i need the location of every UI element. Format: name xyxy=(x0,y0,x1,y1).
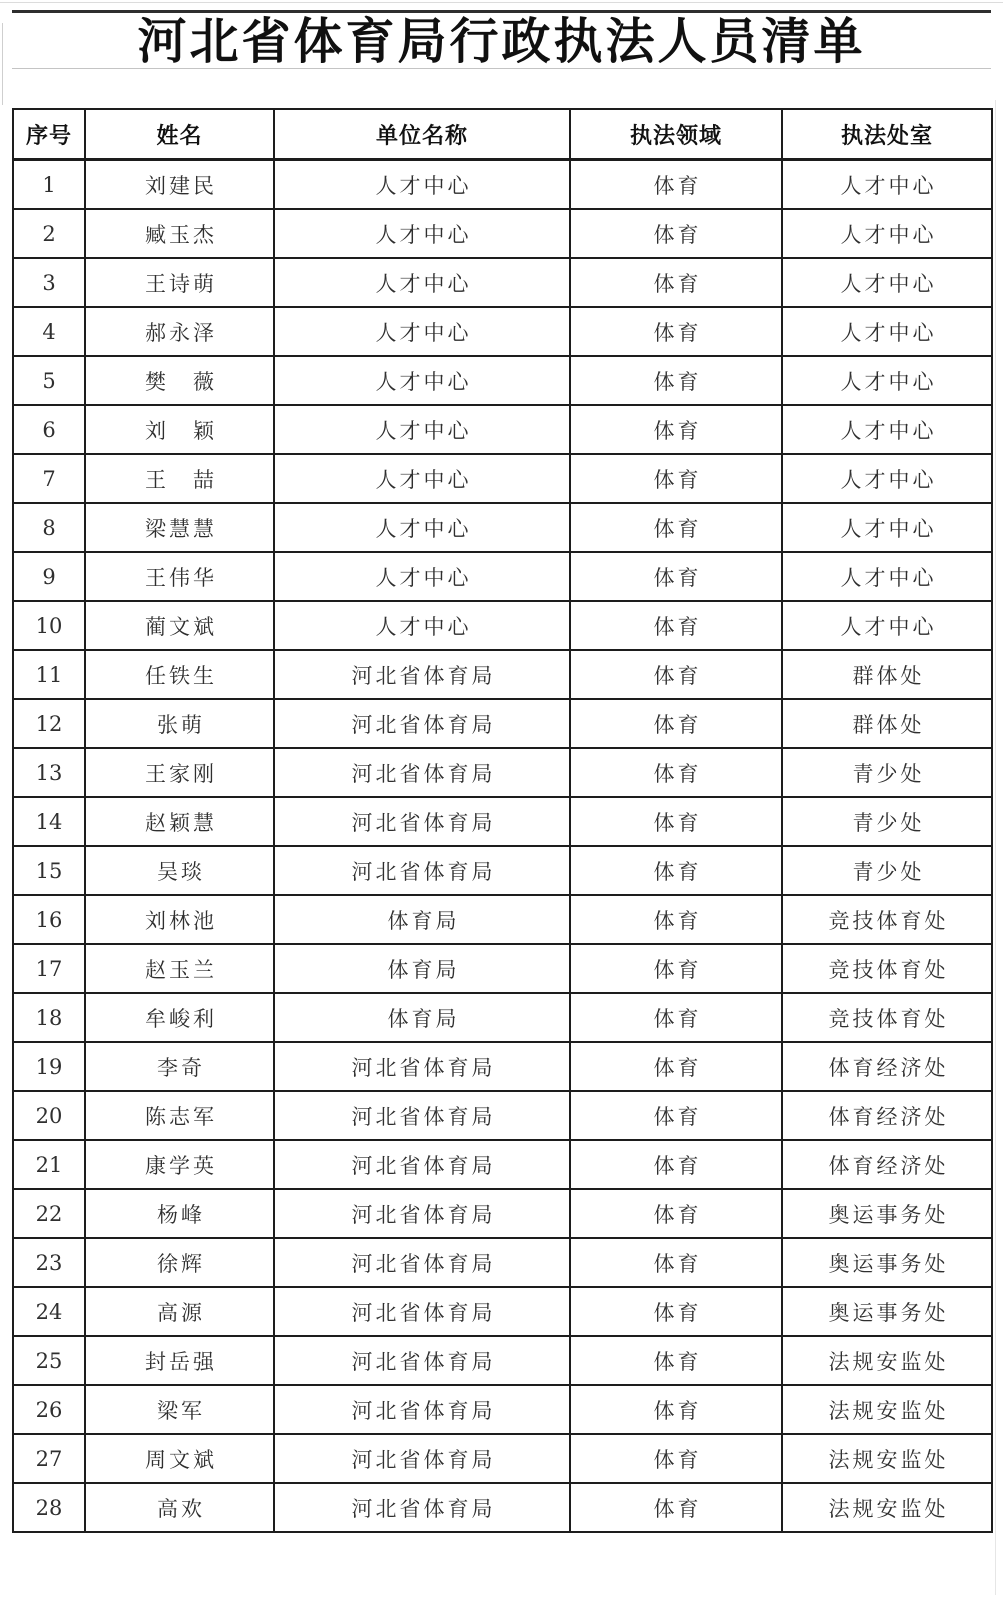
cell-index: 5 xyxy=(13,356,85,405)
table-row xyxy=(13,993,992,1042)
cell-name: 吴琰 xyxy=(85,846,274,895)
cell-unit: 体育局 xyxy=(274,895,570,944)
table-header xyxy=(13,109,992,160)
cell-index: 12 xyxy=(13,699,85,748)
cell-name: 梁军 xyxy=(85,1385,274,1434)
cell-office: 奥运事务处 xyxy=(782,1287,992,1336)
cell-field: 体育 xyxy=(570,993,782,1042)
cell-office: 法规安监处 xyxy=(782,1434,992,1483)
table-row xyxy=(13,209,992,258)
cell-unit: 河北省体育局 xyxy=(274,1483,570,1532)
cell-field: 体育 xyxy=(570,1189,782,1238)
cell-unit: 人才中心 xyxy=(274,552,570,601)
cell-field: 体育 xyxy=(570,209,782,258)
cell-index: 25 xyxy=(13,1336,85,1385)
table-row xyxy=(13,1091,992,1140)
cell-name: 刘建民 xyxy=(85,160,274,210)
cell-name: 徐辉 xyxy=(85,1238,274,1287)
cell-name: 梁慧慧 xyxy=(85,503,274,552)
table-row xyxy=(13,356,992,405)
cell-name: 周文斌 xyxy=(85,1434,274,1483)
cell-field: 体育 xyxy=(570,405,782,454)
cell-index: 4 xyxy=(13,307,85,356)
table-row xyxy=(13,1140,992,1189)
cell-index: 11 xyxy=(13,650,85,699)
gridline-top xyxy=(0,2,1003,3)
cell-field: 体育 xyxy=(570,846,782,895)
page-title: 河北省体育局行政执法人员清单 xyxy=(137,12,866,70)
table-row xyxy=(13,748,992,797)
cell-field: 体育 xyxy=(570,748,782,797)
cell-name: 臧玉杰 xyxy=(85,209,274,258)
cell-unit: 河北省体育局 xyxy=(274,1336,570,1385)
cell-unit: 人才中心 xyxy=(274,307,570,356)
table-row xyxy=(13,895,992,944)
table-row xyxy=(13,552,992,601)
cell-name: 赵颖慧 xyxy=(85,797,274,846)
cell-unit: 河北省体育局 xyxy=(274,1434,570,1483)
cell-unit: 人才中心 xyxy=(274,454,570,503)
table-row xyxy=(13,454,992,503)
cell-office: 人才中心 xyxy=(782,258,992,307)
cell-name: 张萌 xyxy=(85,699,274,748)
cell-office: 青少处 xyxy=(782,846,992,895)
table-row xyxy=(13,1483,992,1532)
cell-index: 8 xyxy=(13,503,85,552)
cell-index: 22 xyxy=(13,1189,85,1238)
cell-name: 任铁生 xyxy=(85,650,274,699)
cell-office: 青少处 xyxy=(782,748,992,797)
cell-office: 体育经济处 xyxy=(782,1140,992,1189)
cell-office: 人才中心 xyxy=(782,503,992,552)
cell-field: 体育 xyxy=(570,699,782,748)
personnel-table xyxy=(12,108,993,1533)
column-header-office: 执法处室 xyxy=(782,109,992,160)
cell-name: 樊 薇 xyxy=(85,356,274,405)
cell-name: 王 喆 xyxy=(85,454,274,503)
cell-office: 人才中心 xyxy=(782,160,992,210)
cell-unit: 人才中心 xyxy=(274,258,570,307)
table-row xyxy=(13,160,992,210)
cell-field: 体育 xyxy=(570,1091,782,1140)
cell-unit: 河北省体育局 xyxy=(274,1385,570,1434)
cell-field: 体育 xyxy=(570,1336,782,1385)
cell-index: 10 xyxy=(13,601,85,650)
table-row xyxy=(13,1434,992,1483)
cell-index: 3 xyxy=(13,258,85,307)
cell-index: 15 xyxy=(13,846,85,895)
cell-index: 28 xyxy=(13,1483,85,1532)
table-row xyxy=(13,601,992,650)
cell-office: 法规安监处 xyxy=(782,1385,992,1434)
cell-unit: 河北省体育局 xyxy=(274,797,570,846)
cell-office: 人才中心 xyxy=(782,454,992,503)
header-row xyxy=(13,109,992,160)
cell-field: 体育 xyxy=(570,503,782,552)
cell-name: 刘 颖 xyxy=(85,405,274,454)
table-row xyxy=(13,944,992,993)
table-row xyxy=(13,307,992,356)
cell-name: 蔺文斌 xyxy=(85,601,274,650)
cell-name: 赵玉兰 xyxy=(85,944,274,993)
column-header-index: 序号 xyxy=(13,109,85,160)
cell-field: 体育 xyxy=(570,356,782,405)
table-row xyxy=(13,650,992,699)
cell-office: 竞技体育处 xyxy=(782,895,992,944)
cell-index: 13 xyxy=(13,748,85,797)
cell-index: 27 xyxy=(13,1434,85,1483)
cell-unit: 河北省体育局 xyxy=(274,1238,570,1287)
cell-office: 人才中心 xyxy=(782,209,992,258)
table-row xyxy=(13,1336,992,1385)
table-row xyxy=(13,846,992,895)
table-row xyxy=(13,1287,992,1336)
cell-unit: 河北省体育局 xyxy=(274,1287,570,1336)
cell-name: 刘林池 xyxy=(85,895,274,944)
cell-unit: 人才中心 xyxy=(274,356,570,405)
cell-name: 高源 xyxy=(85,1287,274,1336)
table-row xyxy=(13,797,992,846)
cell-field: 体育 xyxy=(570,650,782,699)
cell-name: 王家刚 xyxy=(85,748,274,797)
cell-unit: 人才中心 xyxy=(274,405,570,454)
cell-unit: 河北省体育局 xyxy=(274,748,570,797)
cell-index: 20 xyxy=(13,1091,85,1140)
cell-office: 群体处 xyxy=(782,699,992,748)
cell-field: 体育 xyxy=(570,601,782,650)
cell-index: 17 xyxy=(13,944,85,993)
cell-name: 牟峻利 xyxy=(85,993,274,1042)
cell-name: 杨峰 xyxy=(85,1189,274,1238)
cell-office: 奥运事务处 xyxy=(782,1238,992,1287)
cell-office: 奥运事务处 xyxy=(782,1189,992,1238)
table-row xyxy=(13,503,992,552)
cell-field: 体育 xyxy=(570,1287,782,1336)
cell-field: 体育 xyxy=(570,895,782,944)
gridline-right xyxy=(995,100,996,1595)
cell-office: 青少处 xyxy=(782,797,992,846)
cell-office: 人才中心 xyxy=(782,601,992,650)
cell-office: 人才中心 xyxy=(782,356,992,405)
cell-index: 6 xyxy=(13,405,85,454)
cell-unit: 体育局 xyxy=(274,944,570,993)
column-header-unit: 单位名称 xyxy=(274,109,570,160)
table-row xyxy=(13,699,992,748)
cell-index: 16 xyxy=(13,895,85,944)
cell-index: 21 xyxy=(13,1140,85,1189)
cell-field: 体育 xyxy=(570,1238,782,1287)
cell-index: 14 xyxy=(13,797,85,846)
cell-field: 体育 xyxy=(570,1140,782,1189)
cell-office: 群体处 xyxy=(782,650,992,699)
cell-field: 体育 xyxy=(570,1483,782,1532)
cell-name: 王诗萌 xyxy=(85,258,274,307)
gridline-left xyxy=(2,23,3,105)
cell-office: 人才中心 xyxy=(782,552,992,601)
cell-unit: 河北省体育局 xyxy=(274,1042,570,1091)
cell-field: 体育 xyxy=(570,797,782,846)
cell-index: 7 xyxy=(13,454,85,503)
cell-field: 体育 xyxy=(570,1385,782,1434)
cell-office: 人才中心 xyxy=(782,307,992,356)
cell-index: 23 xyxy=(13,1238,85,1287)
cell-unit: 人才中心 xyxy=(274,503,570,552)
column-header-field: 执法领域 xyxy=(570,109,782,160)
cell-unit: 人才中心 xyxy=(274,160,570,210)
cell-office: 竞技体育处 xyxy=(782,944,992,993)
cell-index: 9 xyxy=(13,552,85,601)
title-block xyxy=(12,10,991,69)
cell-unit: 人才中心 xyxy=(274,209,570,258)
table-row xyxy=(13,1189,992,1238)
cell-field: 体育 xyxy=(570,307,782,356)
cell-name: 王伟华 xyxy=(85,552,274,601)
column-header-name: 姓名 xyxy=(85,109,274,160)
cell-office: 竞技体育处 xyxy=(782,993,992,1042)
cell-unit: 河北省体育局 xyxy=(274,699,570,748)
cell-index: 26 xyxy=(13,1385,85,1434)
cell-office: 体育经济处 xyxy=(782,1042,992,1091)
cell-field: 体育 xyxy=(570,552,782,601)
cell-name: 封岳强 xyxy=(85,1336,274,1385)
cell-unit: 人才中心 xyxy=(274,601,570,650)
table-body xyxy=(13,160,992,1533)
table-row xyxy=(13,1385,992,1434)
cell-name: 郝永泽 xyxy=(85,307,274,356)
cell-field: 体育 xyxy=(570,258,782,307)
cell-index: 24 xyxy=(13,1287,85,1336)
cell-field: 体育 xyxy=(570,454,782,503)
cell-index: 1 xyxy=(13,160,85,210)
table-row xyxy=(13,1238,992,1287)
cell-field: 体育 xyxy=(570,160,782,210)
cell-unit: 河北省体育局 xyxy=(274,1140,570,1189)
table-row xyxy=(13,405,992,454)
cell-index: 19 xyxy=(13,1042,85,1091)
cell-index: 2 xyxy=(13,209,85,258)
cell-unit: 体育局 xyxy=(274,993,570,1042)
cell-field: 体育 xyxy=(570,1434,782,1483)
cell-name: 康学英 xyxy=(85,1140,274,1189)
cell-office: 人才中心 xyxy=(782,405,992,454)
cell-office: 法规安监处 xyxy=(782,1336,992,1385)
cell-field: 体育 xyxy=(570,944,782,993)
cell-field: 体育 xyxy=(570,1042,782,1091)
cell-index: 18 xyxy=(13,993,85,1042)
cell-unit: 河北省体育局 xyxy=(274,650,570,699)
cell-unit: 河北省体育局 xyxy=(274,846,570,895)
table-row xyxy=(13,1042,992,1091)
cell-unit: 河北省体育局 xyxy=(274,1091,570,1140)
cell-unit: 河北省体育局 xyxy=(274,1189,570,1238)
cell-office: 体育经济处 xyxy=(782,1091,992,1140)
cell-name: 李奇 xyxy=(85,1042,274,1091)
table-row xyxy=(13,258,992,307)
cell-name: 陈志军 xyxy=(85,1091,274,1140)
cell-office: 法规安监处 xyxy=(782,1483,992,1532)
cell-name: 高欢 xyxy=(85,1483,274,1532)
